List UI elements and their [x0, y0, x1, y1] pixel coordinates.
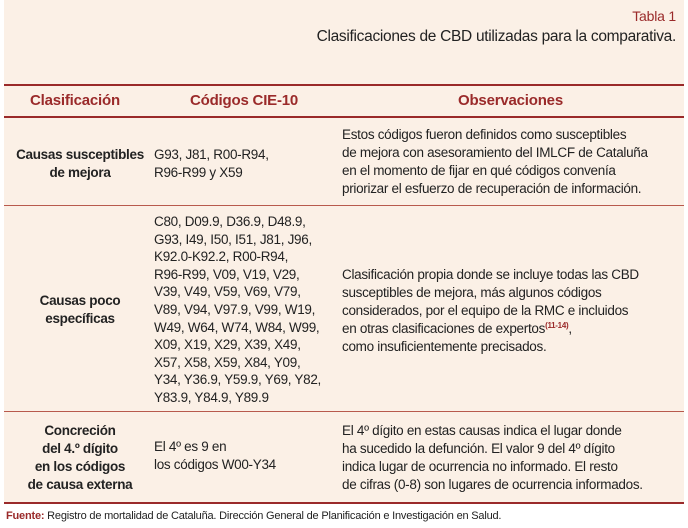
header-classification: Clasificación [30, 92, 120, 109]
table-number: Tabla 1 [632, 8, 676, 24]
cell-line: de mejora con asesoramiento del IMLCF de Cataluña [342, 145, 648, 160]
cell-line: R96-R99, V09, V19, V29, [154, 266, 300, 282]
cell-line: susceptibles de mejora, más algunos códigos [342, 285, 602, 300]
table-row [4, 206, 684, 412]
cell-line: como insuficientemente precisados. [342, 339, 547, 354]
reference-superscript: (11-14) [545, 321, 569, 330]
header-observations: Observaciones [458, 92, 563, 109]
table-row [4, 412, 684, 504]
table-row [4, 118, 684, 206]
classification-cell [8, 146, 152, 182]
table-frame [4, 0, 684, 504]
cell-line: específicas [45, 311, 115, 326]
table-header-row [4, 84, 684, 118]
cell-line: Y83.9, Y84.9, Y89.9 [154, 389, 269, 405]
table-source-note [6, 510, 501, 522]
header-codes: Códigos CIE-10 [190, 92, 299, 109]
cell-line: del 4.º dígito [42, 441, 118, 456]
codes-cell [154, 438, 324, 474]
cell-line: X57, X58, X59, X84, Y09, [154, 354, 301, 370]
cell-line: G93, J81, R00-R94, [154, 147, 269, 162]
cell-line: Estos códigos fueron definidos como susceptibles [342, 127, 627, 142]
classification-cell [8, 422, 152, 494]
cell-text-suffix: , [568, 321, 572, 336]
cell-line: El 4º es 9 en [154, 439, 227, 454]
cell-line: El 4º dígito en estas causas indica el lugar donde [342, 423, 622, 438]
cell-line: X09, X19, X29, X39, X49, [154, 337, 301, 353]
cell-line: priorizar el esfuerzo de recuperación de información. [342, 181, 642, 196]
cell-line: ha sucedido la defunción. El valor 9 del 4º dígito [342, 441, 615, 456]
cell-line: Causas susceptibles [16, 147, 144, 162]
cell-text: en otras clasificaciones de expertos [342, 321, 546, 336]
cell-line [342, 320, 680, 338]
classification-cell [8, 292, 152, 328]
cell-line: indica lugar de ocurrencia no informado. El resto [342, 459, 618, 474]
cell-line: de causa externa [27, 477, 133, 492]
observations-cell [342, 126, 680, 198]
cell-line: V39, V49, V59, V69, V79, [154, 284, 301, 300]
codes-cell [154, 146, 324, 182]
cell-line: Concreción [44, 423, 116, 438]
observations-cell [342, 266, 680, 356]
observations-cell [342, 422, 680, 494]
table-title: Clasificaciones de CBD utilizadas para la comparativa. [316, 28, 676, 45]
cell-line: V89, V94, V97.9, V99, W19, [154, 301, 316, 317]
cell-line: en los códigos [34, 459, 126, 474]
source-text: Registro de mortalidad de Cataluña. Dirección General de Planificación e Investigación en Salud. [44, 510, 502, 522]
cell-line: de mejora [49, 165, 111, 180]
cell-line: Clasificación propia donde se incluye todas las CBD [342, 267, 639, 282]
table-caption [317, 8, 676, 46]
cell-line: considerados, por el equipo de la RMC e incluidos [342, 303, 629, 318]
codes-cell [154, 213, 324, 407]
cell-line: Causas poco [39, 293, 121, 308]
cell-line: R96-R99 y X59 [154, 165, 243, 180]
cell-line: en el momento de fijar en qué códigos convenía [342, 163, 616, 178]
cell-line: C80, D09.9, D36.9, D48.9, [154, 214, 306, 229]
cell-line: Y34, Y36.9, Y59.9, Y69, Y82, [154, 372, 322, 388]
source-label: Fuente: [6, 510, 45, 522]
cell-line: de cifras (0-8) son lugares de ocurrencia informados. [342, 477, 643, 492]
cell-line: K92.0-K92.2, R00-R94, [154, 249, 289, 265]
cell-line: G93, I49, I50, I51, J81, J96, [154, 231, 312, 247]
cell-line: W49, W64, W74, W84, W99, [154, 319, 320, 335]
cell-line: los códigos W00-Y34 [154, 457, 276, 472]
